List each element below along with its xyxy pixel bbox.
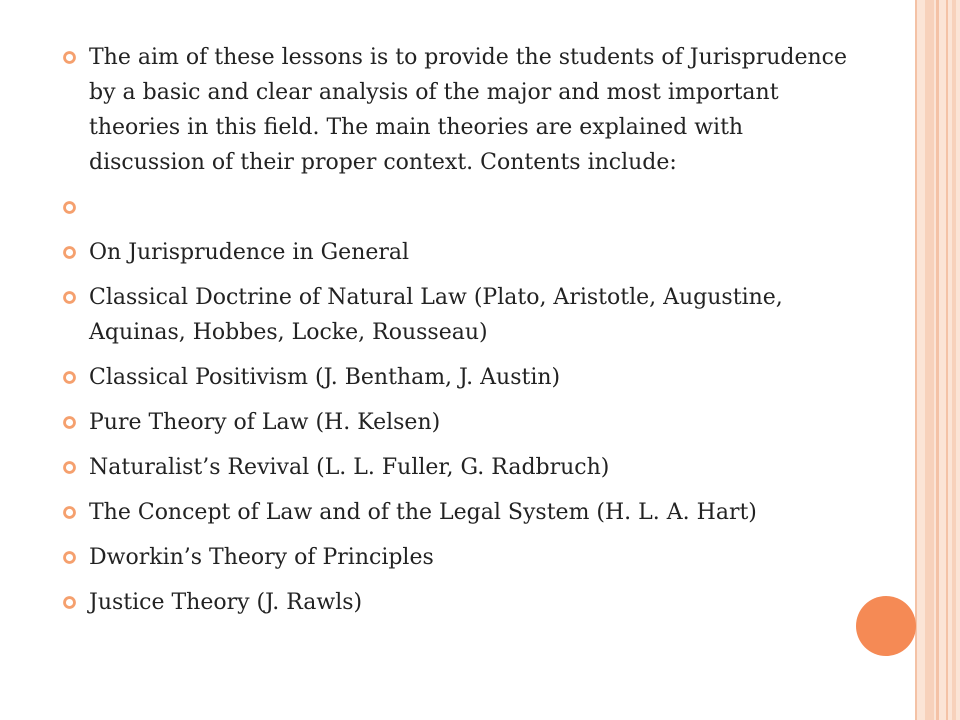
open-circle-icon — [62, 460, 77, 475]
bullet-text: The aim of these lessons is to provide the students of Jurisprudence by a basic and clear analysis of the major and most important theories in this field. The main theories are explained with discussion of their proper context. Contents include: — [89, 45, 848, 175]
open-circle-icon — [62, 415, 77, 430]
border-line — [915, 0, 917, 720]
border-line — [925, 0, 934, 720]
bullet-text: The Concept of Law and of the Legal System (H. L. A. Hart) — [89, 500, 757, 525]
bullet-item-justice-theory — [62, 585, 852, 620]
bullet-text: Pure Theory of Law (H. Kelsen) — [89, 410, 441, 435]
bullet-item-pure-theory — [62, 405, 852, 440]
bullet-text: On Jurisprudence in General — [89, 240, 410, 265]
bullet-text: Classical Positivism (J. Bentham, J. Austin) — [89, 365, 561, 390]
bullet-item-concept-of-law — [62, 495, 852, 530]
bullet-item-empty — [62, 190, 852, 225]
bullet-text: Classical Doctrine of Natural Law (Plato, Aristotle, Augustine, Aquinas, Hobbes, Locke, Rousseau) — [89, 285, 783, 345]
open-circle-icon — [62, 50, 77, 65]
open-circle-icon — [62, 370, 77, 385]
bullet-item-dworkin — [62, 540, 852, 575]
bullet-item-intro — [62, 40, 852, 180]
open-circle-icon — [62, 290, 77, 305]
open-circle-icon — [62, 505, 77, 520]
decorative-circle — [856, 596, 916, 656]
bullet-text: Dworkin’s Theory of Principles — [89, 545, 434, 570]
bullet-list — [62, 40, 852, 630]
open-circle-icon — [62, 200, 77, 215]
bullet-item-general — [62, 235, 852, 270]
open-circle-icon — [62, 550, 77, 565]
open-circle-icon — [62, 595, 77, 610]
bullet-item-positivism — [62, 360, 852, 395]
border-line — [936, 0, 939, 720]
bullet-text: Justice Theory (J. Rawls) — [89, 590, 363, 615]
bullet-item-natural-law — [62, 280, 852, 350]
open-circle-icon — [62, 245, 77, 260]
border-line — [946, 0, 948, 720]
bullet-text: Naturalist’s Revival (L. L. Fuller, G. Radbruch) — [89, 455, 610, 480]
bullet-item-naturalist-revival — [62, 450, 852, 485]
border-line — [952, 0, 956, 720]
